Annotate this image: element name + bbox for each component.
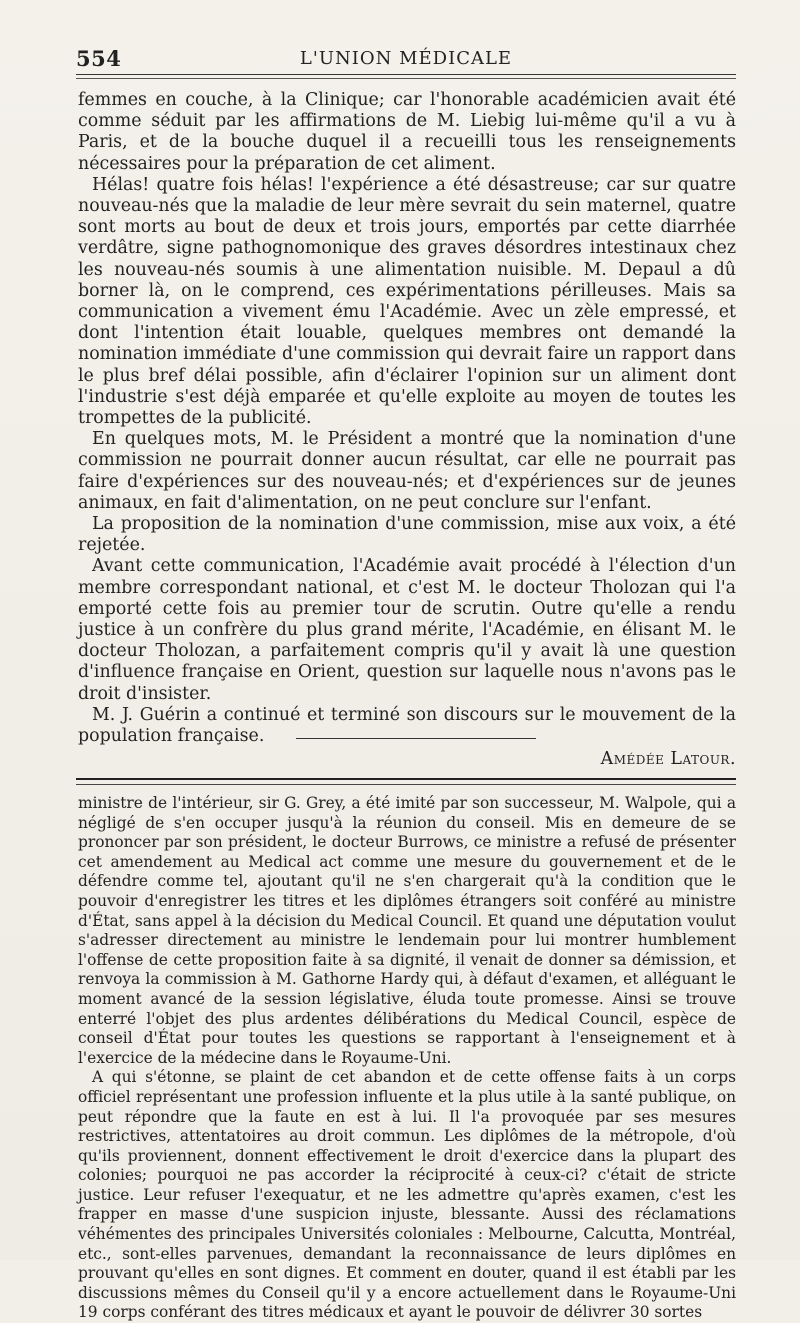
header-rule (76, 74, 736, 75)
page-header (76, 46, 736, 72)
feuilleton-section (78, 794, 736, 1323)
article-separator (296, 738, 536, 739)
page-number: 554 (76, 46, 122, 71)
paragraph: La proposition de la nomination d'une commission, mise aux voix, a été rejetée. (78, 514, 736, 556)
paragraph: ministre de l'intérieur, sir G. Grey, a été imité par son successeur, M. Walpole, qui a négligé de s'en occuper jusqu'à la réunion du conseil. Mis en demeure de se prononcer par son président, le docteur Burrows, ce ministre a refusé de présenter cet amendement au Medical act comme une mesure du gouvernement et de le défendre comme tel, ajoutant qu'il ne s'en chargerait qu'à la condition que le pouvoir d'enregistrer les titres et les diplômes étrangers soit conféré au ministre d'État, sans appel à la décision du Medical Council. Et quand une députation voulut s'adresser directement au ministre le lendemain pour lui montrer humblement l'offense de cette proposition faite à sa dignité, il venait de donner sa démission, et renvoya la commission à M. Gathorne Hardy qui, à défaut d'examen, et alléguant le moment avancé de la session législative, éluda toute promesse. Ainsi se trouve enterré l'objet des plus ardentes délibérations du Medical Council, espèce de conseil d'État pour toutes les questions se rapportant à l'enseignement et à l'exercice de la médecine dans le Royaume-Uni. (78, 794, 736, 1067)
paragraph: femmes en couche, à la Clinique; car l'honorable académicien avait été comme séduit par les affirmations de M. Liebig lui-même qu'il a vu à Paris, et de la bouche duquel il a recueilli tous les renseignements nécessaires pour la préparation de cet aliment. (78, 90, 736, 174)
header-rule-thin (76, 78, 736, 79)
paragraph: En quelques mots, M. le Président a montré que la nomination d'une commission ne pourrait donner aucun résultat, car elle ne pourrait pas faire d'expériences sur des nouveau-nés; et d'expériences sur de jeunes animaux, en fait d'alimentation, on ne peut conclure sur l'enfant. (78, 429, 736, 513)
journal-title: L'UNION MÉDICALE (299, 48, 513, 69)
paragraph: M. J. Guérin a continué et terminé son discours sur le mouvement de la population française. (78, 704, 736, 747)
paragraph: Avant cette communication, l'Académie avait procédé à l'élection d'un membre correspondant national, et c'est M. le docteur Tholozan qui l'a emporté cette fois au premier tour de scrutin. Outre qu'elle a rendu justice à un confrère du plus grand mérite, l'Académie, en élisant M. le docteur Tholozan, a parfaitement compris qu'il y avait là une question d'influence française en Orient, question sur laquelle nous n'avons pas le droit d'insister. (78, 556, 736, 704)
paragraph: A qui s'étonne, se plaint de cet abandon et de cette offense faits à un corps officiel représentant une profession influente et la plus utile à la santé publique, on peut répondre que la faute en est à lui. Il l'a provoquée par ses mesures restrictives, attentatoires au droit commun. Les diplômes de la métropole, d'où qu'ils proviennent, donnent effectivement le droit d'exercice dans la plupart des colonies; pourquoi ne pas accorder la réciprocité à ceux-ci? c'était de stricte justice. Leur refuser l'exequatur, et ne les admettre qu'après examen, c'est les frapper en masse d'une suspicion injuste, blessante. Aussi des réclamations véhémentes des principales Universités coloniales : Melbourne, Calcutta, Montréal, etc., sont-elles parvenues, demandant la reconnaissance de leurs diplômes en prouvant qu'elles en sont dignes. Et comment en douter, quand il est établi par les discussions mêmes du Conseil qu'il y a encore actuellement dans le Royaume-Uni 19 corps conférant des titres médicaux et ayant le pouvoir de délivrer 30 sortes (78, 1068, 736, 1322)
paragraph: Hélas! quatre fois hélas! l'expérience a été désastreuse; car sur quatre nouveau-nés que la maladie de leur mère sevrait du sein maternel, quatre sont morts au bout de deux et trois jours, emportés par cette diarrhée verdâtre, signe pathognomonique des graves désordres intestinaux chez les nouveau-nés soumis à une alimentation nuisible. M. Depaul a dû borner là, on le comprend, ces expérimentations périlleuses. Mais sa communication a vivement ému l'Académie. Avec un zèle empressé, et dont l'intention était louable, quelques membres ont demandé la nomination immédiate d'une commission qui devrait faire un rapport dans le plus bref délai possible, afin d'éclairer l'opinion sur un aliment dont l'industrie s'est déjà emparée et qu'elle exploite au moyen de toutes les trompettes de la publicité. (78, 174, 736, 429)
feuilleton-rule (76, 778, 736, 780)
author-signature: Amédée Latour. (600, 749, 736, 770)
main-article (78, 90, 736, 771)
feuilleton-rule-thin (76, 784, 736, 785)
